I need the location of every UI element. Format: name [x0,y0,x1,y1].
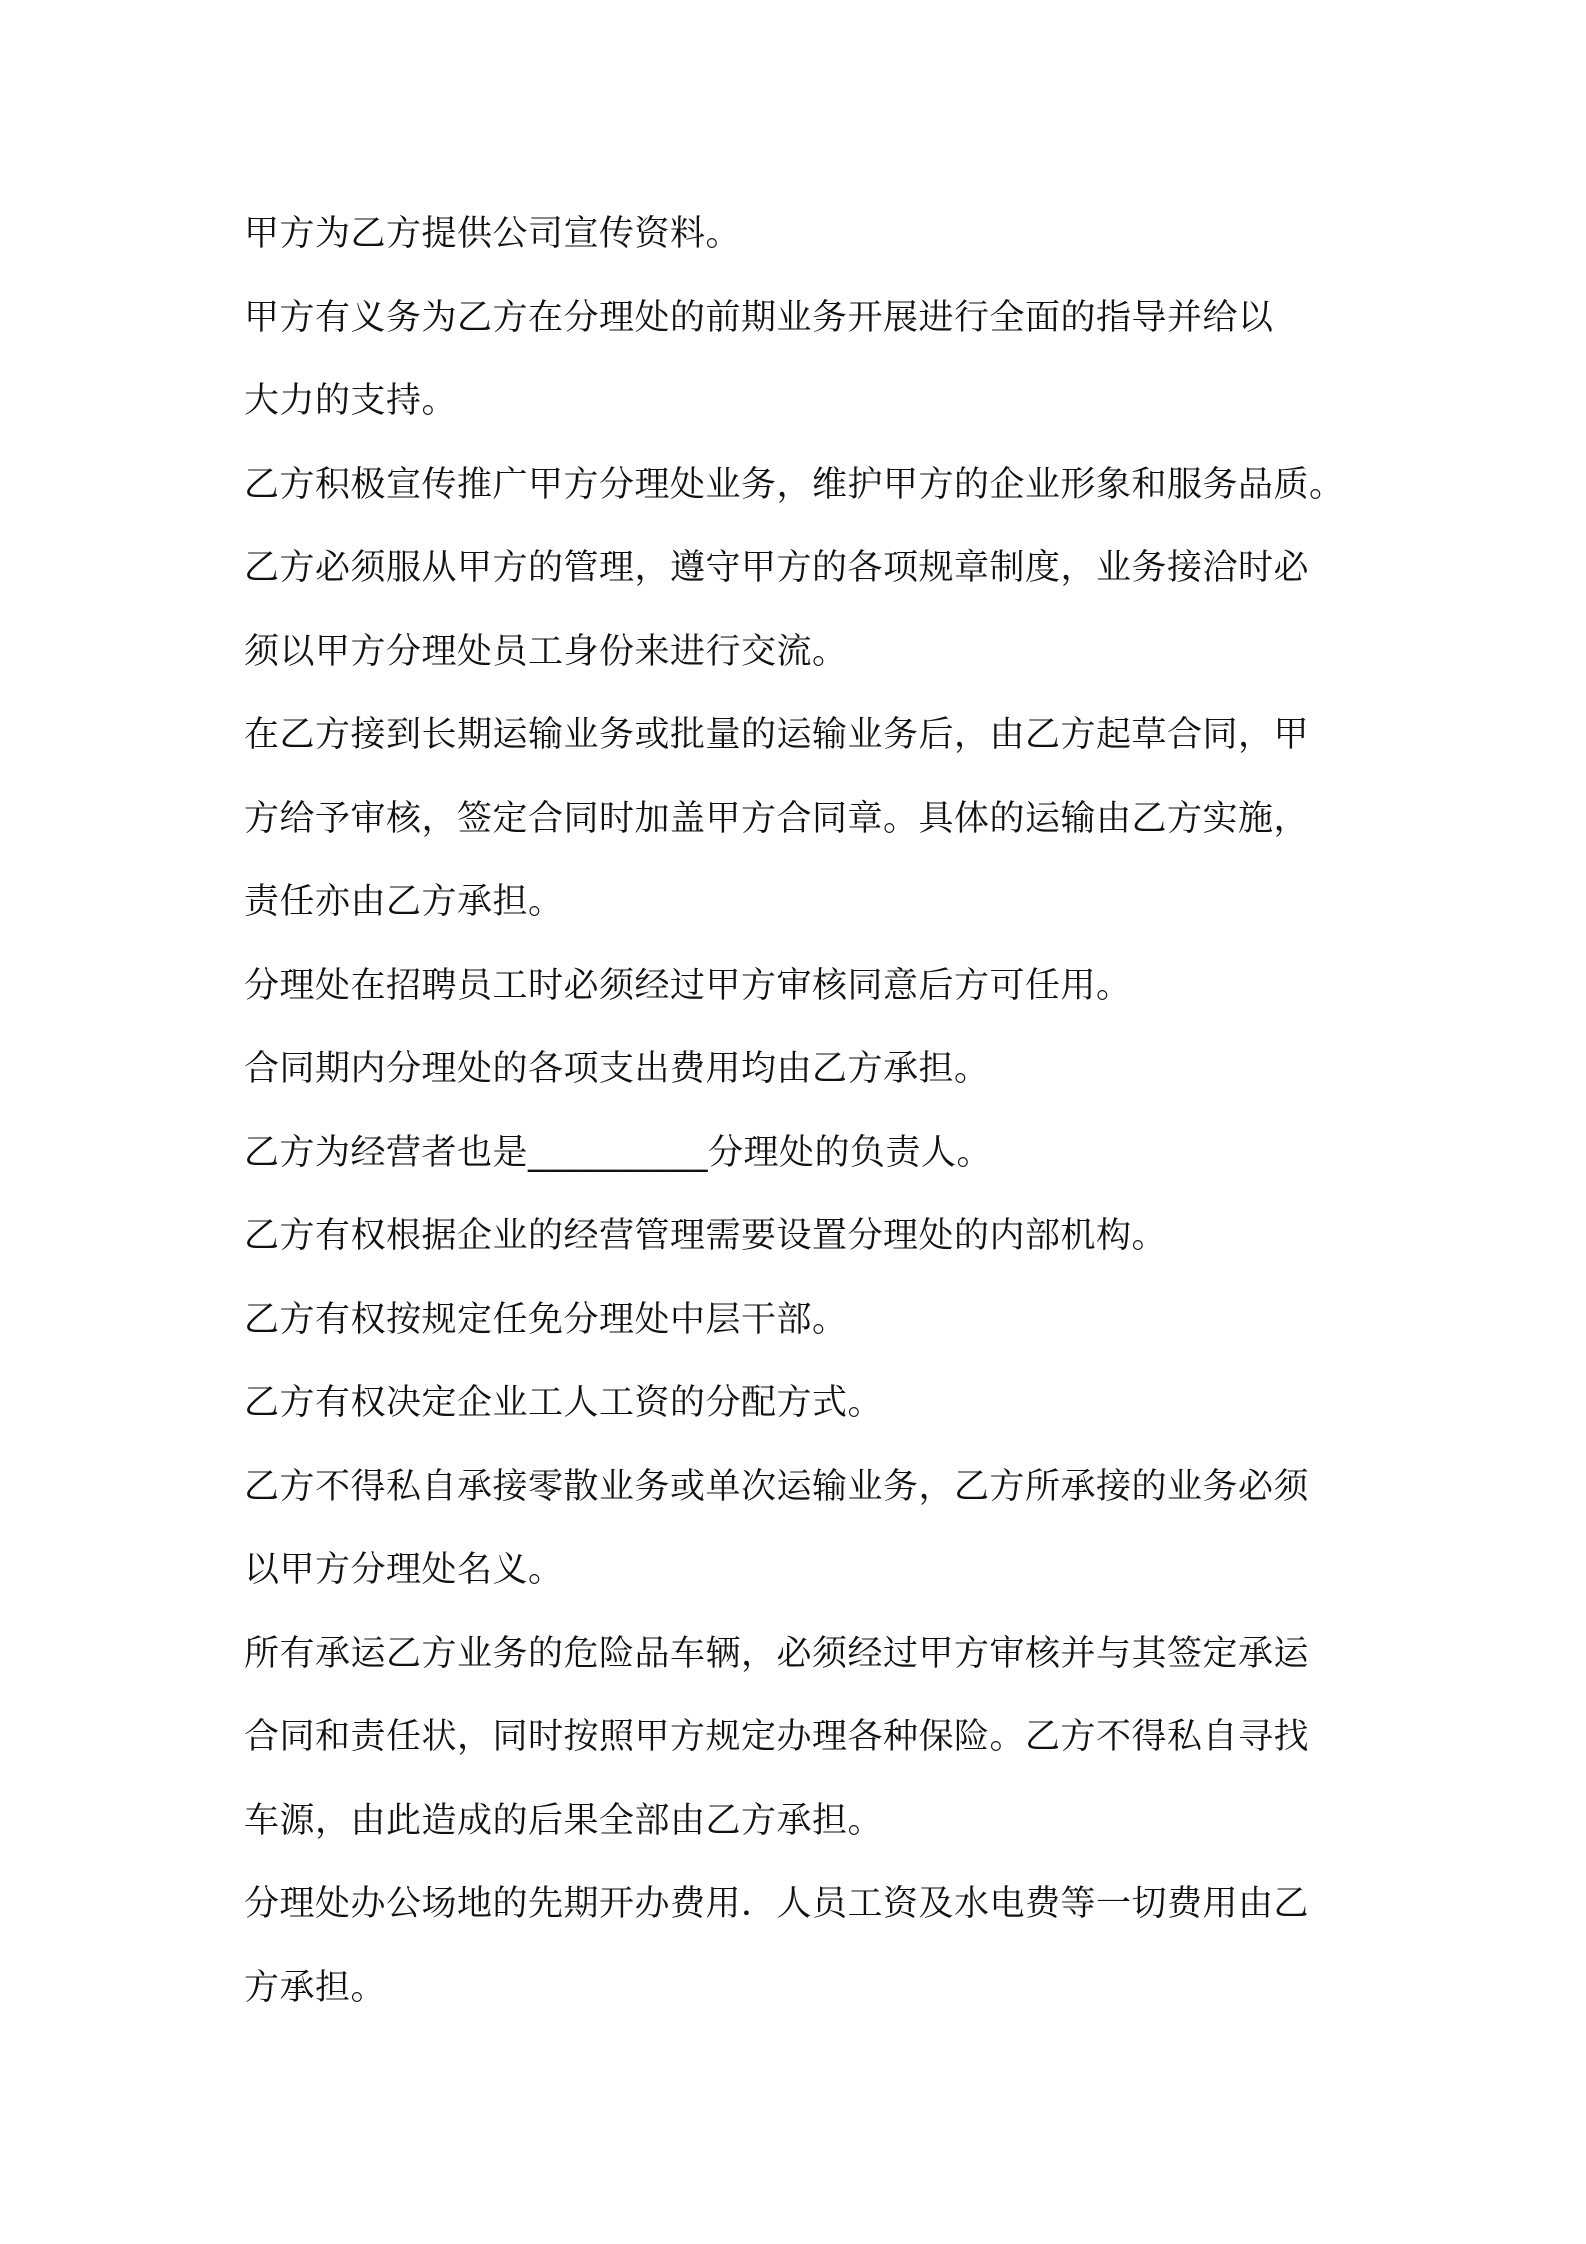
text-line: 大力的支持。 [244,381,458,421]
text-line: 在乙方接到长期运输业务或批量的运输业务后，由乙方起草合同，甲 [244,715,1310,755]
text-line: 以甲方分理处名义。 [244,1550,564,1590]
text-line: 须以甲方分理处员工身份来进行交流。 [244,631,848,672]
text-line: 分理处在招聘员工时必须经过甲方审核同意后方可任用。 [244,965,1132,1006]
text-line: 乙方有权按规定任免分理处中层干部。 [244,1299,848,1340]
text-line: 合同期内分理处的各项支出费用均由乙方承担。 [244,1049,990,1089]
text-line: 合同和责任状，同时按照甲方规定办理各种保险。乙方不得私自寻找 [244,1717,1310,1757]
text-line: 分理处办公场地的先期开办费用．人员工资及水电费等一切费用由乙 [244,1884,1310,1924]
text-line: 所有承运乙方业务的危险品车辆，必须经过甲方审核并与其签定承运 [244,1633,1310,1674]
text-line: 方承担。 [244,1967,387,2008]
document-body [244,193,1364,2030]
text-line: 方给予审核，签定合同时加盖甲方合同章。具体的运输由乙方实施， [244,798,1310,839]
text-line: 责任亦由乙方承担。 [244,882,564,922]
text-line: 乙方有权根据企业的经营管理需要设置分理处的内部机构。 [244,1216,1168,1256]
text-line: 车源，由此造成的后果全部由乙方承担。 [244,1800,884,1841]
text-line: 甲方有义务为乙方在分理处的前期业务开展进行全面的指导并给以 [244,297,1274,338]
text-line: 乙方不得私自承接零散业务或单次运输业务，乙方所承接的业务必须 [244,1466,1310,1507]
text-line: 乙方有权决定企业工人工资的分配方式。 [244,1383,884,1423]
text-line: 甲方为乙方提供公司宣传资料。 [244,214,742,254]
text-line: 乙方积极宣传推广甲方分理处业务，维护甲方的企业形象和服务品质。 [244,464,1345,505]
text-line: 乙方必须服从甲方的管理，遵守甲方的各项规章制度，业务接洽时必 [244,548,1310,588]
text-line: 乙方为经营者也是__________分理处的负责人。 [244,1132,993,1173]
